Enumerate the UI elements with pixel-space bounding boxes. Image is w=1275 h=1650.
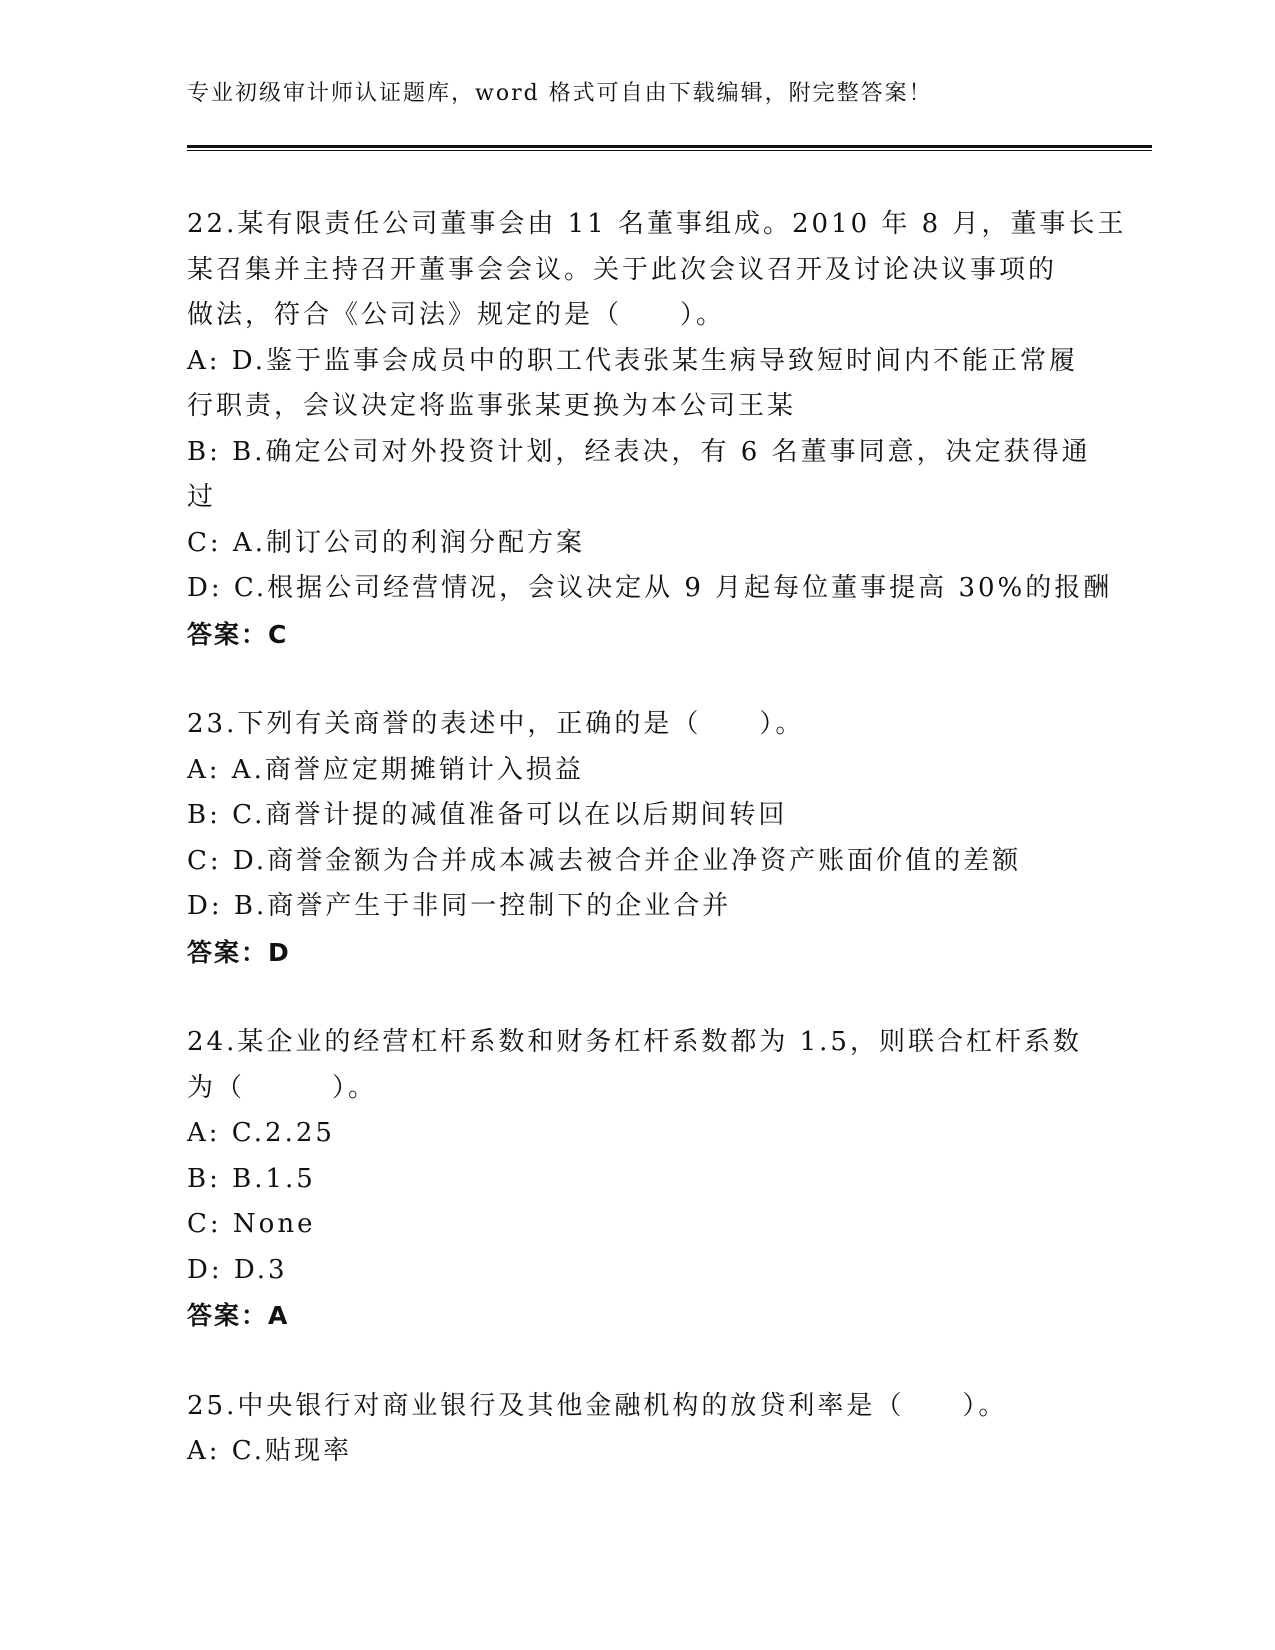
option-d-line: D: B.商誉产生于非同一控制下的企业合并 xyxy=(187,891,732,921)
question-stem-line: 22.某有限责任公司董事会由 11 名董事组成。2010 年 8 月，董事长王 xyxy=(187,209,1127,239)
question-24 xyxy=(187,1020,1082,1339)
header-divider-thick xyxy=(187,145,1152,148)
option-a-line: A: C.2.25 xyxy=(187,1118,335,1148)
question-stem-line: 25.中央银行对商业银行及其他金融机构的放贷利率是（ ）。 xyxy=(187,1390,1008,1421)
option-a-line: 行职责，会议决定将监事张某更换为本公司王某 xyxy=(187,391,797,421)
answer-label: 答案：C xyxy=(187,619,289,649)
option-d-line: D: C.根据公司经营情况，会议决定从 9 月起每位董事提高 30%的报酬 xyxy=(187,573,1113,603)
header-divider xyxy=(187,145,1152,153)
option-b-line: B: B.1.5 xyxy=(187,1163,316,1194)
option-c-line: C: A.制订公司的利润分配方案 xyxy=(187,527,585,558)
option-b-line: B: C.商誉计提的减值准备可以在以后期间转回 xyxy=(187,800,788,830)
question-23 xyxy=(187,702,1077,975)
option-b-line: 过 xyxy=(187,482,217,512)
question-25 xyxy=(187,1384,1077,1475)
answer-label: 答案：A xyxy=(187,1301,290,1330)
page-header-title: 专业初级审计师认证题库，word 格式可自由下载编辑，附完整答案！ xyxy=(187,81,933,106)
header-divider-thin xyxy=(187,150,1152,151)
option-c-line: C: None xyxy=(187,1209,316,1239)
option-a-line: A: A.商誉应定期摊销计入损益 xyxy=(187,754,584,785)
question-22 xyxy=(187,202,1127,657)
option-d-line: D: D.3 xyxy=(187,1254,288,1285)
option-c-line: C: D.商誉金额为合并成本减去被合并企业净资产账面价值的差额 xyxy=(187,845,1022,876)
question-list xyxy=(187,202,1127,1520)
question-stem-line: 24.某企业的经营杠杆系数和财务杠杆系数都为 1.5，则联合杠杆系数 xyxy=(187,1027,1082,1057)
question-stem-line: 23.下列有关商誉的表述中，正确的是（ ）。 xyxy=(187,709,805,739)
answer-label: 答案：D xyxy=(187,937,291,967)
option-b-line: B: B.确定公司对外投资计划，经表决，有 6 名董事同意，决定获得通 xyxy=(187,436,1091,467)
question-stem-line: 某召集并主持召开董事会会议。关于此次会议召开及讨论决议事项的 xyxy=(187,254,1058,285)
option-a-line: A: C.贴现率 xyxy=(187,1436,353,1466)
question-stem-line: 做法，符合《公司法》规定的是（ ）。 xyxy=(187,300,726,330)
option-a-line: A: D.鉴于监事会成员中的职工代表张某生病导致短时间内不能正常履 xyxy=(187,345,1078,376)
question-stem-line: 为（ ）。 xyxy=(187,1072,378,1103)
